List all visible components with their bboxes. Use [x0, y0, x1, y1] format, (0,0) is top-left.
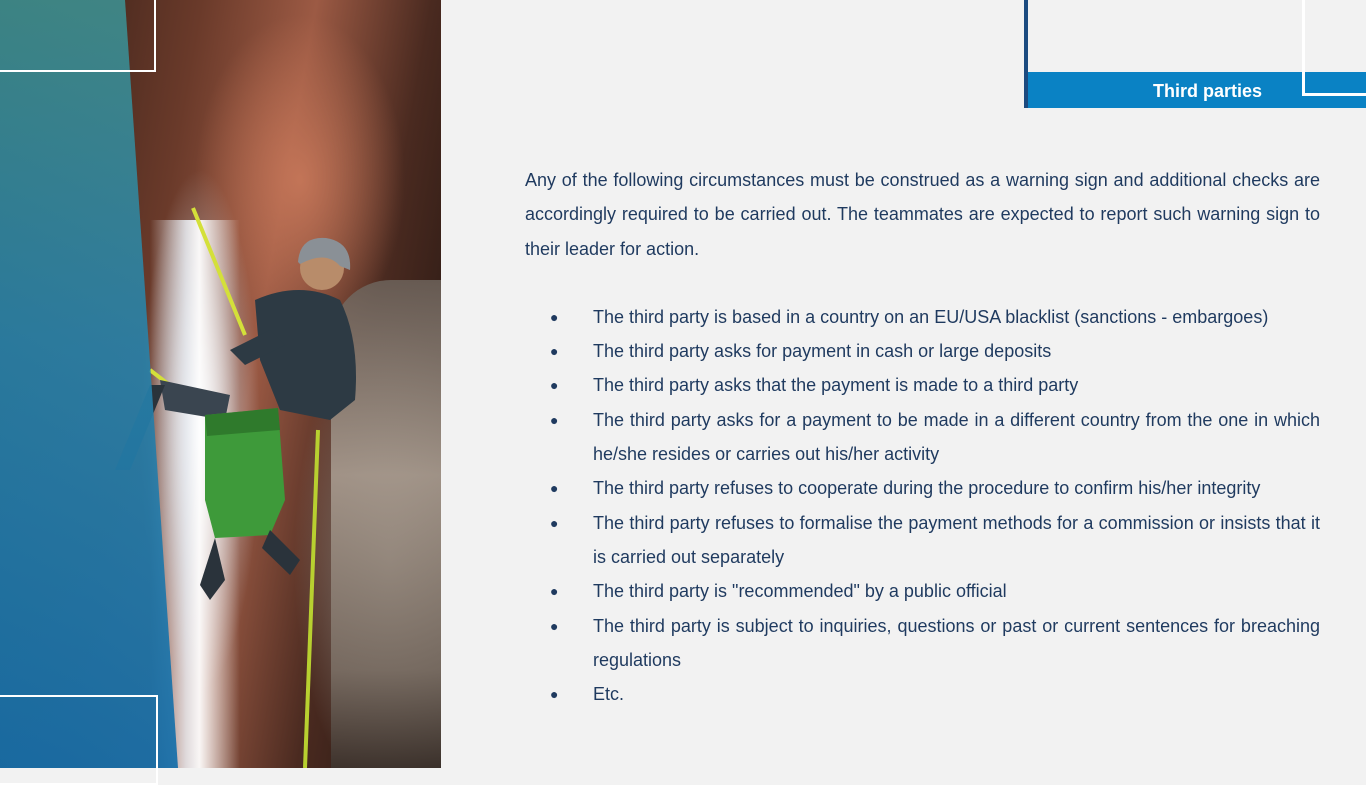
list-item-text: The third party refuses to formalise the payment methods for a commission or insists that it is carried out separately: [593, 512, 1320, 567]
bullet-icon: ●: [550, 308, 559, 325]
bullet-icon: ●: [550, 377, 559, 394]
main-content: [525, 163, 1320, 711]
list-item: [525, 677, 1320, 711]
list-item: [525, 300, 1320, 334]
list-item: [525, 609, 1320, 678]
list-item-text: The third party is subject to inquiries, questions or past or current sentences for breaching regulations: [593, 615, 1320, 670]
bullet-icon: ●: [550, 617, 559, 634]
header-corner-frame: [1302, 0, 1366, 96]
bullet-icon: ●: [550, 514, 559, 531]
list-item-text: The third party refuses to cooperate during the procedure to confirm his/her integrity: [593, 478, 1261, 499]
list-item-text: The third party asks for a payment to be made in a different country from the one in which he/she resides or carries out his/her activity: [593, 409, 1320, 465]
bullet-icon: ●: [550, 480, 559, 497]
list-item-text: The third party asks for payment in cash or large deposits: [593, 341, 1052, 362]
list-item-text: The third party is "recommended" by a public official: [593, 581, 1007, 602]
list-item: [525, 574, 1320, 608]
canyoning-photo: [0, 0, 441, 768]
list-item: [525, 403, 1320, 472]
section-title: Third parties: [1152, 81, 1262, 101]
corner-frame-bottom-left: [0, 695, 158, 785]
list-item: [525, 471, 1320, 505]
list-item: [525, 334, 1320, 368]
corner-frame-top-left: [0, 0, 156, 72]
intro-paragraph: Any of the following circumstances must be construed as a warning sign and additional checks are accordingly required to be carried out. The teammates are expected to report such warning sign to their leader for action.: [525, 170, 1320, 259]
list-item-text: Etc.: [593, 684, 625, 705]
bullet-icon: ●: [550, 583, 559, 600]
bullet-icon: ●: [550, 343, 559, 360]
bullet-icon: ●: [550, 686, 559, 703]
bullet-icon: ●: [550, 411, 559, 428]
warning-sign-list: [525, 300, 1320, 712]
list-item-text: The third party is based in a country on an EU/USA blacklist (sanctions - embargoes): [593, 306, 1269, 327]
list-item-text: The third party asks that the payment is made to a third party: [593, 375, 1079, 396]
list-item: [525, 368, 1320, 402]
list-item: [525, 506, 1320, 575]
